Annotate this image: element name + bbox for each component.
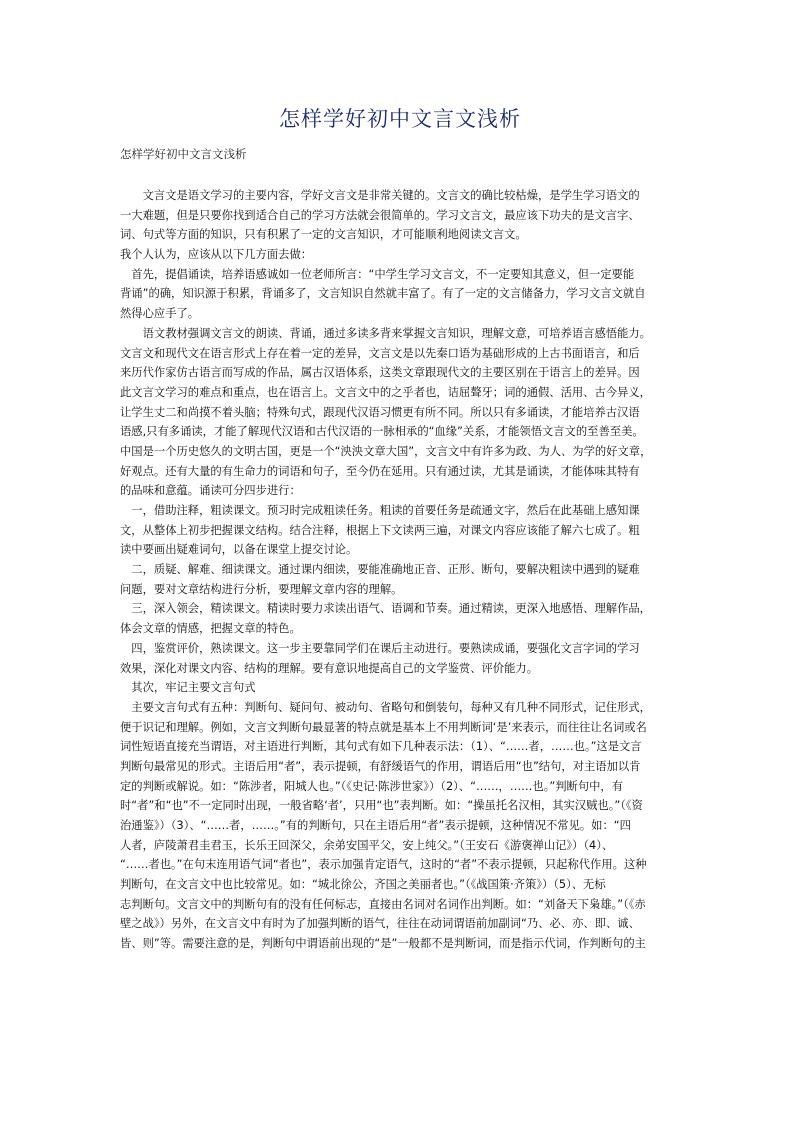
- text-line: 背诵”的确，知识源于积累，背诵多了，文言知识自然就丰富了。有了一定的文言储备力，学习文言文就自: [120, 287, 646, 301]
- text-line: 四，鉴赏评价，熟读课文。这一步主要靠同学们在课后主动进行。要熟读成诵，要强化文言字词的学习: [120, 641, 640, 655]
- text-line: 一，借助注释，粗读课文。预习时完成粗读任务。粗读的首要任务是疏通文字，然后在此基础上感知课: [120, 504, 640, 517]
- text-line: 其次，牢记主要文言句式: [120, 681, 256, 695]
- text-line: 主要文言句式有五种：判断句、疑问句、被动句、省略句和倒装句，每种又有几种不同形式，记住形式，: [120, 700, 651, 714]
- text-line: 壁之战》）另外，在文言文中有时为了加强判断的语气，往往在动词谓语前加副词“乃、必、亦、即、诚、: [120, 917, 640, 931]
- text-line: 来历代作家仿古语言而写成的作品，属古汉语体系，这类文章跟现代文的主要区别在于语言上的差异。因: [120, 366, 640, 380]
- text-line: 治通鉴》）（3）、“……者，……。”有的判断句，只在主语后用“者”表示提顿，这种情况不常见。如：“四: [120, 819, 631, 832]
- text-line: 人者，庐陵萧君圭君玉，长乐王回深父，余弟安国平父，安上纯父。”（王安石《游褒禅山记》）（4）、: [120, 838, 614, 852]
- text-line: 语文教材强调文言文的朗读、背诵，通过多读多背来掌握文言知识，理解文意，可培养语言感悟能力。: [120, 326, 651, 340]
- text-line: “……者也。”在句末连用语气词“者也”，表示加强肯定语气，这时的“者”不表示提顿，只起称代作用。这种: [120, 858, 647, 872]
- text-line: 词、句式等方面的知识，只有积累了一定的文言知识，才可能顺利地阅读文言文。: [120, 228, 527, 242]
- text-line: 判断句，在文言文中也比较常见。如：“城北徐公，齐国之美丽者也。”（《战国策·齐策》）（5）、无标: [120, 878, 606, 892]
- text-line: 我个人认为，应该从以下几方面去做：: [120, 248, 313, 262]
- text-line: 让学生丈二和尚摸不着头脑；特殊句式，跟现代汉语习惯更有所不同。所以只有多诵读，才能培养古汉语: [120, 405, 640, 419]
- text-line: 皆、则”等。需要注意的是，判断句中谓语前出现的“是”一般都不是判断词，而是指示代词，作判断句的主: [120, 937, 646, 951]
- text-line: 便于识记和理解。例如，文言文判断句最显著的特点就是基本上不用判断词‘是’来表示，而往往让名词或名: [120, 720, 647, 734]
- text-line: 二，质疑、解难、细读课文。通过课内细读，要能准确地正音、正形、断句，要解决粗读中遇到的疑难: [120, 563, 640, 577]
- text-line: 体会文章的情感，把握文章的特色。: [120, 622, 301, 636]
- text-line: 时“者”和“也”不一定同时出现，一般省略‘者’，只用“也”表判断。如：“操虽托名汉相，其实汉贼也。”（《资: [120, 799, 643, 813]
- text-line: 中国是一个历史悠久的文明古国，更是一个“泱泱文章大国”，文言文中有许多为政、为人、为学的好文章，: [120, 444, 652, 458]
- text-line: 志判断句。文言文中的判断句有的没有任何标志，直接由名词对名词作出判断。如：“刘备天下枭雄。”（《赤: [120, 897, 646, 911]
- text-line: 判断句最常见的形式。主语后用“者”，表示提顿，有舒缓语气的作用，谓语后用“也”结句，对主语加以肯: [120, 759, 641, 773]
- text-line: 定的判断或解说。如：“陈涉者，阳城人也。”（《史记·陈涉世家》）（2）、“……，……也。”判断句中，有: [120, 779, 624, 793]
- text-line: 效果，深化对课文内容、结构的理解。要有意识地提高自己的文学鉴赏、评价能力。: [120, 661, 538, 675]
- text-line: 文，从整体上初步把握课文结构。结合注释，根据上下文读两三遍，对课文内容应该能了解六七成了。粗: [120, 523, 640, 537]
- text-line: 读中要画出疑难词句，以备在课堂上提交讨论。: [120, 543, 358, 557]
- text-line: 语感,只有多诵读，才能了解现代汉语和古代汉语的一脉相承的“血缘”关系，才能领悟文言文的至善至美。: [120, 425, 644, 439]
- document-subtitle: 怎样学好初中文言文浅析: [120, 147, 247, 161]
- text-line: 好观点。还有大量的有生命力的词语和句子，至今仍在延用。只有通过读，尤其是诵读，才能体味其特有: [120, 464, 640, 478]
- document-body: [120, 186, 680, 954]
- text-line: 文言文和现代文在语言形式上存在着一定的差异，文言文是以先秦口语为基础形成的上古书面语言，和后: [120, 346, 640, 360]
- text-line: 的品味和意蕴。诵读可分四步进行：: [120, 484, 301, 498]
- text-line: 此文言文学习的难点和重点，也在语言上。文言文中的之乎者也，诘屈聱牙；词的通假、活用、古今异义，: [120, 385, 651, 399]
- text-line: 三，深入领会，精读课文。精读时要力求读出语气、语调和节奏。通过精读，更深入地感悟、理解作品，: [120, 602, 651, 616]
- text-line: 文言文是语文学习的主要内容，学好文言文是非常关键的。文言文的确比较枯燥，是学生学习语文的: [120, 189, 640, 202]
- page-title: 怎样学好初中文言文浅析: [279, 107, 521, 131]
- text-line: 首先，提倡诵读，培养语感诚如一位老师所言：“中学生学习文言文，不一定要知其意义，但一定要能: [120, 267, 635, 281]
- text-line: 一大难题，但是只要你找到适合自己的学习方法就会很简单的。学习文言文，最应该下功夫的是文言字、: [120, 208, 640, 222]
- text-line: 问题，要对文章结构进行分析，要理解文章内容的理解。: [120, 582, 403, 596]
- text-line: 然得心应手了。: [120, 307, 200, 321]
- text-line: 词性短语直接充当谓语，对主语进行判断，其句式有如下几种表示法：（1）、“……者，……也。”这是文言: [120, 740, 642, 754]
